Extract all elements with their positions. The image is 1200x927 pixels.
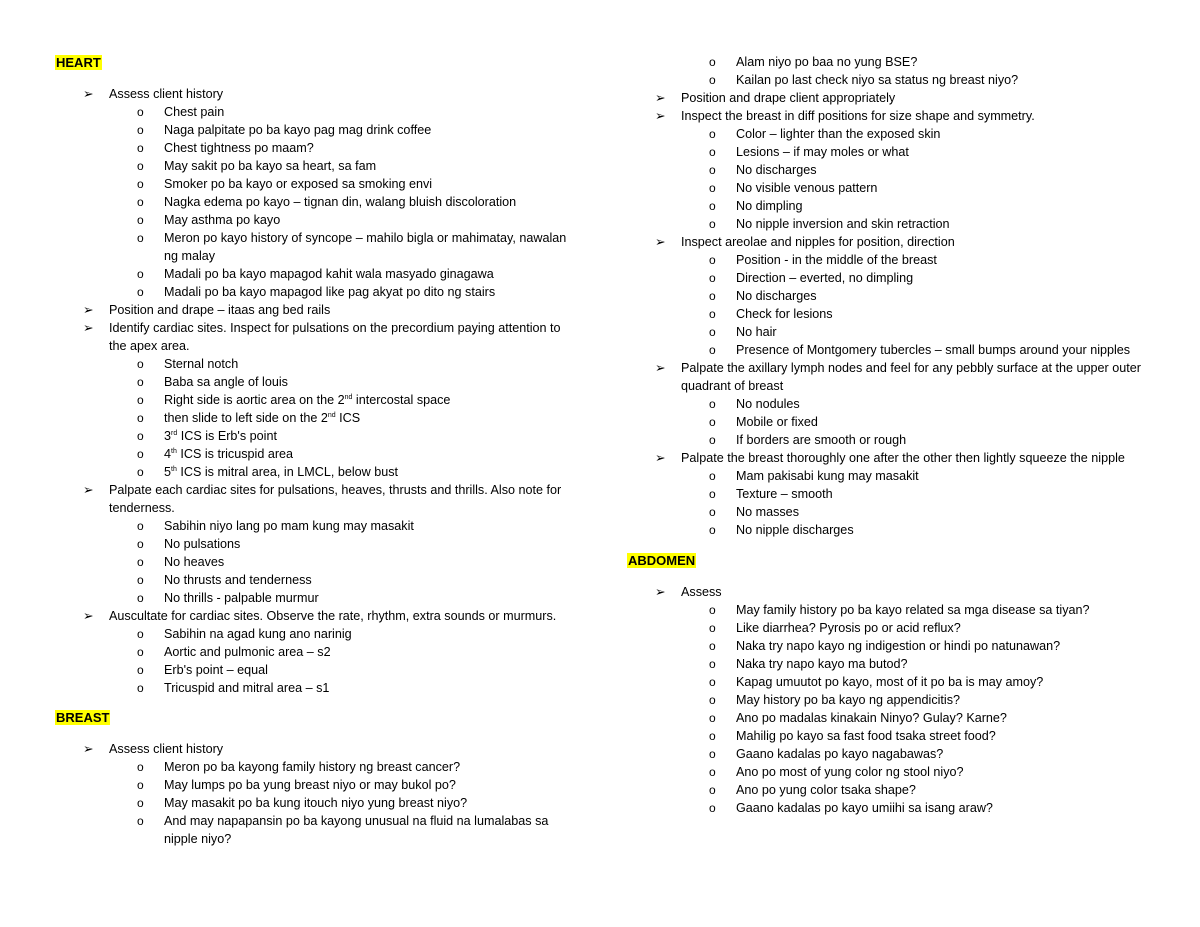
list-item: o Meron po kayo history of syncope – mahilo bigla or mahimatay, nawalan ng malay — [137, 231, 567, 263]
list-item: o No pulsations — [137, 537, 241, 551]
list-item: o Gaano kadalas po kayo nagabawas? — [709, 747, 944, 761]
circle-bullet-icon: o — [709, 433, 716, 447]
list-item: o May lumps po ba yung breast niyo or may bukol po? — [137, 778, 456, 792]
list-item: ➢ Inspect the breast in diff positions for size shape and symmetry. — [655, 109, 1035, 123]
circle-bullet-icon: o — [137, 627, 144, 641]
circle-bullet-icon: o — [709, 487, 716, 501]
list-item: ➢ Identify cardiac sites. Inspect for pulsations on the precordium paying attention to the apex area. — [83, 321, 561, 353]
circle-bullet-icon: o — [137, 195, 144, 209]
list-item: o Presence of Montgomery tubercles – small bumps around your nipples — [709, 343, 1131, 357]
list-item: o Kailan po last check niyo sa status ng breast niyo? — [709, 73, 1019, 87]
list-item: o then slide to left side on the 2nd ICS — [137, 411, 361, 425]
list-item: o May history po ba kayo ng appendicitis? — [709, 693, 961, 707]
list-item: o Check for lesions — [709, 307, 833, 321]
circle-bullet-icon: o — [709, 217, 716, 231]
abdomen-heading — [627, 552, 1167, 570]
list-item: ➢ Palpate the breast thoroughly one after the other then lightly squeeze the nipple — [655, 451, 1125, 465]
list-item: ➢ Assess — [655, 585, 722, 599]
circle-bullet-icon: o — [137, 123, 144, 137]
circle-bullet-icon: o — [137, 159, 144, 173]
circle-bullet-icon: o — [137, 555, 144, 569]
section-title: ABDOMEN — [628, 553, 696, 568]
list-item: o Aortic and pulmonic area – s2 — [137, 645, 331, 659]
circle-bullet-icon: o — [137, 591, 144, 605]
circle-bullet-icon: o — [709, 675, 716, 689]
circle-bullet-icon: o — [137, 645, 144, 659]
circle-bullet-icon: o — [137, 411, 144, 425]
arrow-bullet-icon: ➢ — [655, 235, 666, 249]
circle-bullet-icon: o — [709, 73, 716, 87]
list-item: ➢ Position and drape – itaas ang bed rails — [83, 303, 331, 317]
circle-bullet-icon: o — [137, 519, 144, 533]
circle-bullet-icon: o — [709, 729, 716, 743]
list-item: o Madali po ba kayo mapagod like pag akyat po dito ng stairs — [137, 285, 496, 299]
list-item: o Chest pain — [137, 105, 225, 119]
left-column — [55, 0, 570, 848]
circle-bullet-icon: o — [709, 55, 716, 69]
heart-heading — [55, 54, 570, 72]
circle-bullet-icon: o — [137, 393, 144, 407]
circle-bullet-icon: o — [137, 537, 144, 551]
list-item: o Madali po ba kayo mapagod kahit wala masyado ginagawa — [137, 267, 494, 281]
arrow-bullet-icon: ➢ — [83, 303, 94, 317]
circle-bullet-icon: o — [709, 397, 716, 411]
list-item: o Sternal notch — [137, 357, 239, 371]
circle-bullet-icon: o — [137, 778, 144, 792]
list-item: o Alam niyo po baa no yung BSE? — [709, 55, 918, 69]
circle-bullet-icon: o — [137, 231, 144, 245]
list-item: o Baba sa angle of louis — [137, 375, 288, 389]
list-item: o Sabihin niyo lang po mam kung may masakit — [137, 519, 414, 533]
list-item: o No visible venous pattern — [709, 181, 878, 195]
list-item: o No masses — [709, 505, 799, 519]
circle-bullet-icon: o — [709, 415, 716, 429]
list-item: o No nipple inversion and skin retraction — [709, 217, 950, 231]
list-item: o 5th ICS is mitral area, in LMCL, below bust — [137, 465, 399, 479]
list-item: o Mobile or fixed — [709, 415, 818, 429]
arrow-bullet-icon: ➢ — [655, 451, 666, 465]
circle-bullet-icon: o — [137, 375, 144, 389]
list-item: o Kapag umuutot po kayo, most of it po ba is may amoy? — [709, 675, 1044, 689]
breast-heading — [55, 709, 570, 727]
list-item: o Ano po most of yung color ng stool niyo? — [709, 765, 964, 779]
section-title: BREAST — [56, 710, 110, 725]
circle-bullet-icon: o — [709, 271, 716, 285]
list-item: o No thrusts and tenderness — [137, 573, 312, 587]
list-item: o Meron po ba kayong family history ng breast cancer? — [137, 760, 461, 774]
list-item: o Mam pakisabi kung may masakit — [709, 469, 919, 483]
list-item: o Chest tightness po maam? — [137, 141, 314, 155]
circle-bullet-icon: o — [137, 796, 144, 810]
list-item: o Mahilig po kayo sa fast food tsaka street food? — [709, 729, 996, 743]
list-item: o No nipple discharges — [709, 523, 854, 537]
right-column — [627, 0, 1167, 817]
list-item: o No discharges — [709, 163, 817, 177]
list-item: o Naka try napo kayo ng indigestion or hindi po natunawan? — [709, 639, 1061, 653]
circle-bullet-icon: o — [709, 127, 716, 141]
list-item: o Ano po madalas kinakain Ninyo? Gulay? Karne? — [709, 711, 1007, 725]
circle-bullet-icon: o — [709, 783, 716, 797]
circle-bullet-icon: o — [709, 343, 716, 357]
circle-bullet-icon: o — [137, 213, 144, 227]
list-item: o May masakit po ba kung itouch niyo yung breast niyo? — [137, 796, 468, 810]
circle-bullet-icon: o — [709, 307, 716, 321]
circle-bullet-icon: o — [137, 573, 144, 587]
circle-bullet-icon: o — [709, 747, 716, 761]
circle-bullet-icon: o — [709, 289, 716, 303]
list-item: o Texture – smooth — [709, 487, 833, 501]
arrow-bullet-icon: ➢ — [83, 609, 94, 623]
list-item: o Position - in the middle of the breast — [709, 253, 937, 267]
section-title: HEART — [56, 55, 101, 70]
list-item: ➢ Palpate the axillary lymph nodes and feel for any pebbly surface at the upper outer quadrant of breast — [655, 361, 1141, 393]
list-item: ➢ Assess client history — [83, 87, 224, 101]
circle-bullet-icon: o — [709, 621, 716, 635]
circle-bullet-icon: o — [709, 199, 716, 213]
list-item: o Erb's point – equal — [137, 663, 268, 677]
list-item: o Like diarrhea? Pyrosis po or acid reflux? — [709, 621, 961, 635]
list-item: o And may napapansin po ba kayong unusual na fluid na lumalabas sa nipple niyo? — [137, 814, 549, 846]
list-item: o Ano po yung color tsaka shape? — [709, 783, 916, 797]
circle-bullet-icon: o — [137, 141, 144, 155]
list-item: ➢ Palpate each cardiac sites for pulsations, heaves, thrusts and thrills. Also note for tenderness. — [83, 483, 562, 515]
list-item: o No heaves — [137, 555, 225, 569]
list-item: ➢ Auscultate for cardiac sites. Observe the rate, rhythm, extra sounds or murmurs. — [83, 609, 557, 623]
list-item: o No thrills - palpable murmur — [137, 591, 319, 605]
list-item: o Naka try napo kayo ma butod? — [709, 657, 908, 671]
circle-bullet-icon: o — [709, 163, 716, 177]
list-item: ➢ Position and drape client appropriately — [655, 91, 896, 105]
arrow-bullet-icon: ➢ — [83, 321, 94, 335]
circle-bullet-icon: o — [709, 801, 716, 815]
circle-bullet-icon: o — [137, 267, 144, 281]
list-item: o Lesions – if may moles or what — [709, 145, 909, 159]
circle-bullet-icon: o — [709, 181, 716, 195]
circle-bullet-icon: o — [137, 285, 144, 299]
list-item: ➢ Assess client history — [83, 742, 224, 756]
arrow-bullet-icon: ➢ — [655, 361, 666, 375]
circle-bullet-icon: o — [137, 760, 144, 774]
circle-bullet-icon: o — [137, 357, 144, 371]
arrow-bullet-icon: ➢ — [83, 87, 94, 101]
circle-bullet-icon: o — [709, 253, 716, 267]
list-item: o No discharges — [709, 289, 817, 303]
circle-bullet-icon: o — [709, 523, 716, 537]
circle-bullet-icon: o — [709, 693, 716, 707]
list-item: o Tricuspid and mitral area – s1 — [137, 681, 330, 695]
circle-bullet-icon: o — [709, 603, 716, 617]
circle-bullet-icon: o — [137, 447, 144, 461]
circle-bullet-icon: o — [137, 465, 144, 479]
list-item: o 3rd ICS is Erb's point — [137, 429, 277, 443]
list-item: o Nagka edema po kayo – tignan din, walang bluish discoloration — [137, 195, 517, 209]
circle-bullet-icon: o — [709, 469, 716, 483]
arrow-bullet-icon: ➢ — [655, 91, 666, 105]
circle-bullet-icon: o — [709, 657, 716, 671]
list-item: ➢ Inspect areolae and nipples for position, direction — [655, 235, 955, 249]
circle-bullet-icon: o — [137, 681, 144, 695]
circle-bullet-icon: o — [709, 145, 716, 159]
list-item: o Right side is aortic area on the 2nd intercostal space — [137, 393, 451, 407]
list-item: o No hair — [709, 325, 777, 339]
list-item: o Sabihin na agad kung ano narinig — [137, 627, 352, 641]
list-item: o Naga palpitate po ba kayo pag mag drink coffee — [137, 123, 432, 137]
circle-bullet-icon: o — [137, 105, 144, 119]
list-item: o If borders are smooth or rough — [709, 433, 907, 447]
list-item: o Direction – everted, no dimpling — [709, 271, 914, 285]
arrow-bullet-icon: ➢ — [83, 742, 94, 756]
list-item: o Smoker po ba kayo or exposed sa smoking envi — [137, 177, 433, 191]
arrow-bullet-icon: ➢ — [83, 483, 94, 497]
list-item: o Gaano kadalas po kayo umiihi sa isang araw? — [709, 801, 993, 815]
circle-bullet-icon: o — [709, 505, 716, 519]
circle-bullet-icon: o — [709, 325, 716, 339]
list-item: o No nodules — [709, 397, 800, 411]
arrow-bullet-icon: ➢ — [655, 585, 666, 599]
list-item: o May family history po ba kayo related sa mga disease sa tiyan? — [709, 603, 1090, 617]
circle-bullet-icon: o — [709, 711, 716, 725]
circle-bullet-icon: o — [709, 765, 716, 779]
list-item: o 4th ICS is tricuspid area — [137, 447, 294, 461]
list-item: o May sakit po ba kayo sa heart, sa fam — [137, 159, 377, 173]
circle-bullet-icon: o — [137, 814, 144, 828]
circle-bullet-icon: o — [137, 177, 144, 191]
arrow-bullet-icon: ➢ — [655, 109, 666, 123]
list-item: o May asthma po kayo — [137, 213, 281, 227]
list-item: o No dimpling — [709, 199, 803, 213]
list-item: o Color – lighter than the exposed skin — [709, 127, 941, 141]
circle-bullet-icon: o — [137, 663, 144, 677]
circle-bullet-icon: o — [137, 429, 144, 443]
circle-bullet-icon: o — [709, 639, 716, 653]
